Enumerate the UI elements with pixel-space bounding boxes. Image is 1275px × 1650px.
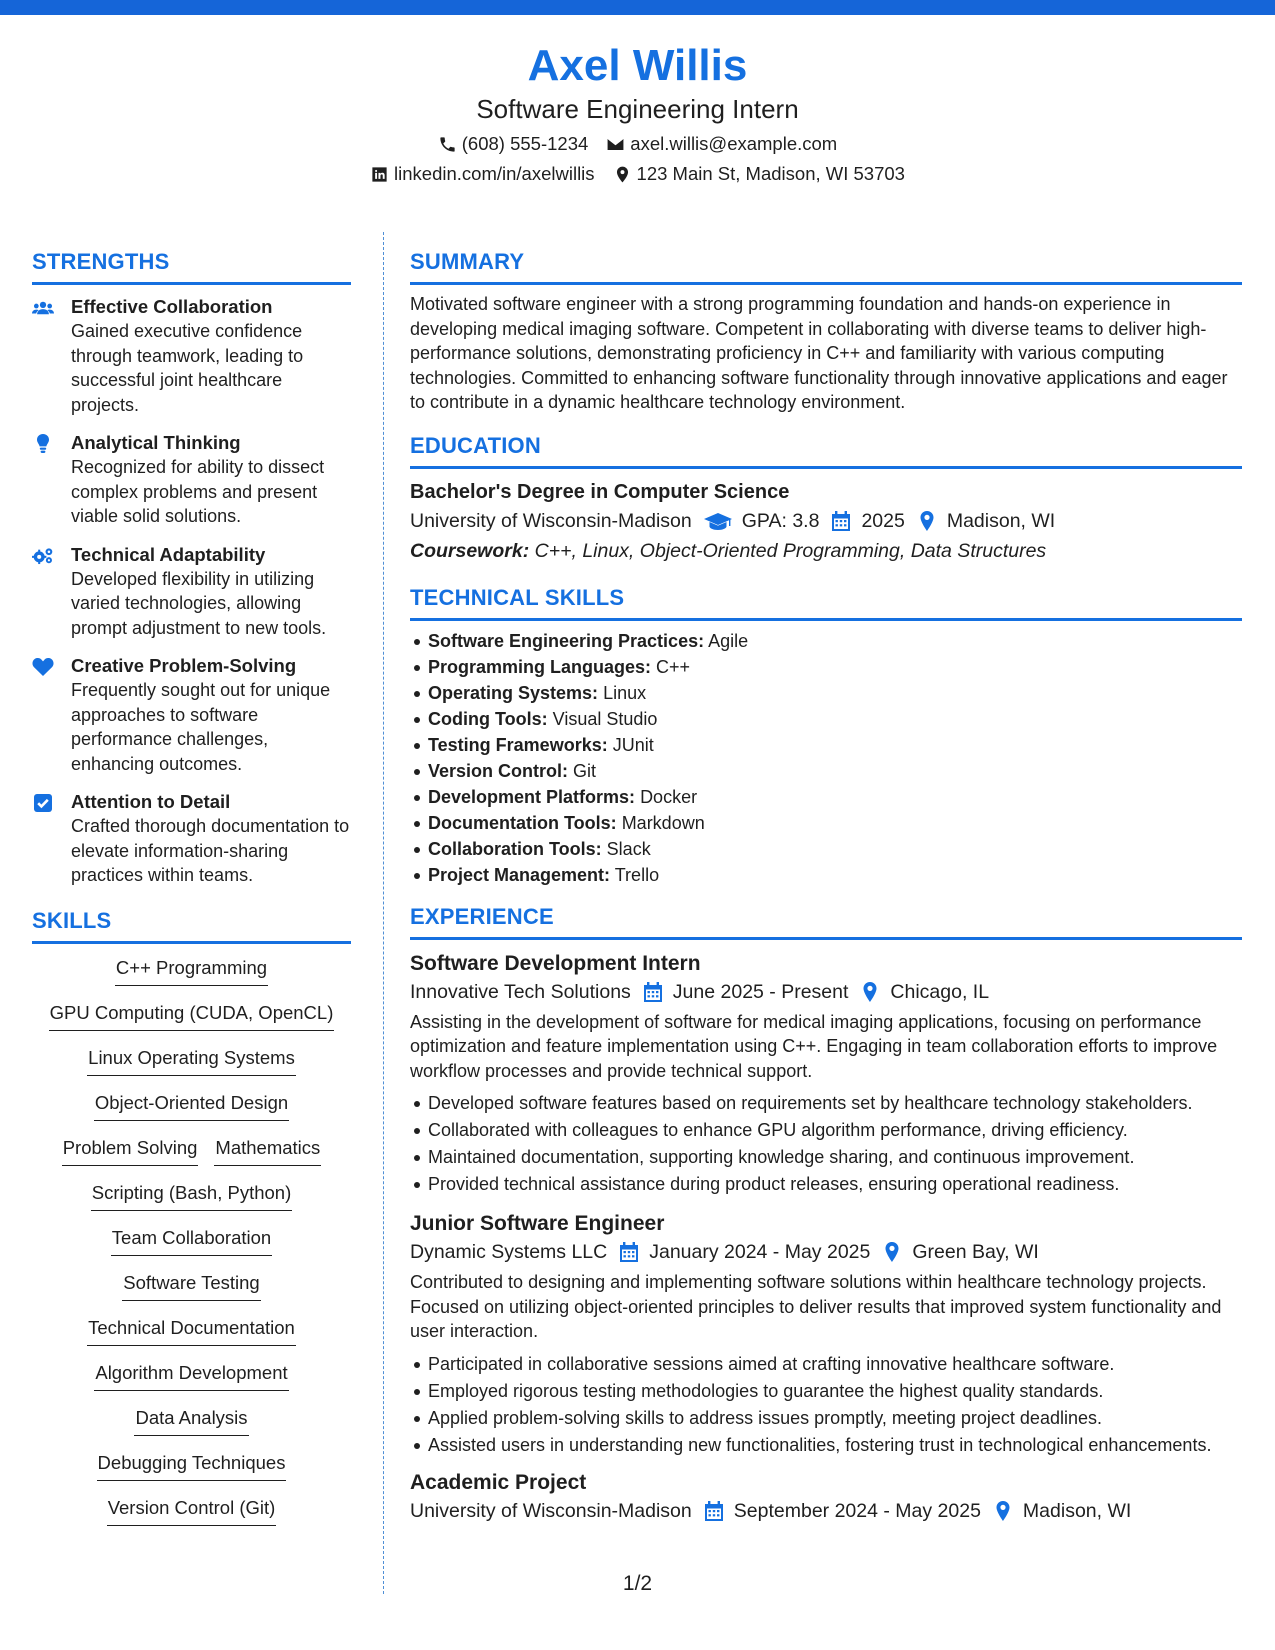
job-dates: January 2024 - May 2025	[649, 1241, 871, 1263]
job-location: Chicago, IL	[890, 980, 990, 1003]
gears-icon	[32, 546, 54, 566]
job-bullet: Applied problem-solving skills to address issues promptly, meeting project deadlines.	[410, 1405, 1242, 1432]
linkedin-text: linkedin.com/in/axelwillis	[394, 163, 595, 184]
skill-tag: Data Analysis	[134, 1406, 248, 1436]
company-name: Dynamic Systems LLC	[410, 1241, 608, 1263]
skill-tag: GPU Computing (CUDA, OpenCL)	[49, 1001, 335, 1031]
strength-title: Effective Collaboration	[71, 296, 273, 317]
lightbulb-icon	[32, 434, 54, 454]
calendar-icon	[831, 511, 851, 531]
skill-tag: Debugging Techniques	[97, 1451, 287, 1481]
resume-header	[0, 38, 1275, 187]
candidate-name: Axel Willis	[527, 41, 748, 90]
experience-heading: EXPERIENCE	[410, 902, 1242, 940]
contact-row-1	[0, 131, 1275, 157]
phone-text: (608) 555-1234	[461, 133, 589, 154]
tech-skill-item: Coding Tools: Visual Studio	[410, 706, 1242, 732]
job-meta	[410, 977, 1242, 1007]
job-title: Junior Software Engineer	[410, 1212, 665, 1235]
skills-heading: SKILLS	[32, 906, 351, 944]
column-divider	[383, 232, 384, 1594]
tech-skill-item: Programming Languages: C++	[410, 654, 1242, 680]
map-pin-icon	[917, 511, 937, 531]
job-bullet: Employed rigorous testing methodologies to guarantee the highest quality standards.	[410, 1378, 1242, 1405]
job-title: Academic Project	[410, 1471, 587, 1494]
page-number: 1/2	[622, 1572, 653, 1595]
degree-title: Bachelor's Degree in Computer Science	[410, 480, 790, 503]
gpa-text: GPA: 3.8	[741, 509, 820, 532]
skills-list	[32, 956, 351, 1541]
strength-desc: Recognized for ability to dissect complex problems and present viable solid solutions.	[71, 457, 325, 526]
strength-title: Analytical Thinking	[71, 432, 241, 453]
company-name: Innovative Tech Solutions	[410, 980, 631, 1003]
strength-title: Attention to Detail	[71, 791, 231, 812]
contact-phone[interactable]	[438, 131, 589, 157]
job-title: Software Development Intern	[410, 951, 701, 975]
envelope-icon	[606, 135, 625, 154]
contact-email[interactable]	[606, 131, 837, 157]
contact-linkedin[interactable]	[370, 161, 595, 187]
calendar-icon	[643, 982, 663, 1002]
job-bullet: Assisted users in understanding new functionalities, fostering trust in technological enhancements.	[410, 1432, 1242, 1458]
job-entry	[410, 1469, 1242, 1526]
phone-icon	[438, 135, 457, 154]
skill-tag: Mathematics	[214, 1136, 321, 1166]
strength-title: Creative Problem-Solving	[71, 655, 297, 676]
top-accent-bar	[0, 0, 1275, 15]
strength-item	[32, 431, 351, 529]
skill-tag: Team Collaboration	[111, 1226, 272, 1256]
skill-tag: Version Control (Git)	[107, 1496, 277, 1526]
job-meta	[410, 1237, 1242, 1267]
calendar-icon	[704, 1501, 724, 1521]
job-description: Assisting in the development of software for medical imaging applications, focusing on performance optimization and feature implementation using C++. Engaging in team collaboration efforts to improve workflow processes and provide technical support.	[410, 1011, 1218, 1081]
left-column	[32, 247, 351, 1541]
coursework-list: C++, Linux, Object-Oriented Programming, Data Structures	[534, 539, 1047, 562]
strength-item	[32, 654, 351, 776]
contact-address	[613, 161, 905, 187]
map-pin-icon	[882, 1242, 902, 1262]
skill-tag: Software Testing	[122, 1271, 260, 1301]
skill-tag: Object-Oriented Design	[94, 1091, 289, 1121]
skill-tag: C++ Programming	[115, 956, 268, 986]
tech-skill-item: Testing Frameworks: JUnit	[410, 732, 1242, 758]
job-meta	[410, 1496, 1242, 1526]
education-heading: EDUCATION	[410, 431, 1242, 469]
technical-skills-heading: TECHNICAL SKILLS	[410, 583, 1242, 621]
skill-tag: Linux Operating Systems	[87, 1046, 296, 1076]
skill-tag: Algorithm Development	[94, 1361, 288, 1391]
address-text: 123 Main St, Madison, WI 53703	[636, 163, 905, 184]
job-bullets	[410, 1090, 1242, 1198]
coursework-line	[410, 536, 1242, 566]
job-bullet: Maintained documentation, supporting knowledge sharing, and continuous improvement.	[410, 1144, 1242, 1171]
map-pin-icon	[993, 1501, 1013, 1521]
job-entry	[410, 950, 1242, 1199]
education-location: Madison, WI	[946, 509, 1056, 532]
strengths-list	[32, 295, 351, 888]
map-pin-icon	[860, 982, 880, 1002]
job-dates: June 2025 - Present	[672, 980, 849, 1003]
tech-skill-item: Project Management: Trello	[410, 862, 1242, 888]
job-location: Madison, WI	[1022, 1500, 1132, 1522]
graduation-year: 2025	[861, 509, 905, 532]
tech-skill-item: Documentation Tools: Markdown	[410, 810, 1242, 836]
job-description: Contributed to designing and implementing software solutions within healthcare technology projects. Focused on utilizing object-oriented principles to deliver results that improved system functionality and user interaction.	[410, 1272, 1222, 1341]
strength-item	[32, 295, 351, 417]
skill-tag: Scripting (Bash, Python)	[91, 1181, 292, 1211]
skill-tag: Technical Documentation	[87, 1316, 296, 1346]
contact-row-2	[0, 161, 1275, 187]
strength-desc: Gained executive confidence through teamwork, leading to successful joint healthcare projects.	[71, 321, 304, 415]
school-name: University of Wisconsin-Madison	[410, 509, 692, 532]
tech-skill-item: Version Control: Git	[410, 758, 1242, 784]
calendar-icon	[619, 1242, 639, 1262]
education-meta	[410, 506, 1242, 536]
tech-skill-item: Collaboration Tools: Slack	[410, 836, 1242, 862]
summary-heading: SUMMARY	[410, 247, 1242, 285]
job-bullet: Participated in collaborative sessions aimed at crafting innovative healthcare software.	[410, 1351, 1242, 1378]
strength-desc: Crafted thorough documentation to elevate information-sharing practices within teams.	[71, 816, 350, 885]
job-location: Green Bay, WI	[912, 1241, 1039, 1263]
strength-item	[32, 790, 351, 888]
coursework-label: Coursework:	[410, 539, 530, 562]
map-pin-icon	[613, 165, 632, 184]
tech-skill-item: Operating Systems: Linux	[410, 680, 1242, 706]
strength-title: Technical Adaptability	[71, 543, 266, 565]
graduation-cap-icon	[704, 511, 732, 531]
strength-desc: Frequently sought out for unique approaches to software performance challenges, enhancing outcomes.	[71, 680, 331, 774]
strength-desc: Developed flexibility in utilizing varied technologies, allowing prompt adjustment to new tools.	[71, 568, 327, 638]
tech-skill-item: Software Engineering Practices: Agile	[410, 628, 1242, 654]
heart-icon	[32, 657, 54, 677]
candidate-title: Software Engineering Intern	[476, 94, 799, 124]
email-text: axel.willis@example.com	[630, 133, 838, 154]
tech-skill-item: Development Platforms: Docker	[410, 784, 1242, 810]
users-icon	[32, 298, 54, 318]
job-bullet: Collaborated with colleagues to enhance GPU algorithm performance, driving efficiency.	[410, 1117, 1242, 1144]
technical-skills-list	[410, 628, 1242, 888]
job-bullet: Provided technical assistance during product releases, ensuring operational readiness.	[410, 1171, 1242, 1198]
checkbox-icon	[32, 793, 54, 813]
summary-text: Motivated software engineer with a strong programming foundation and hands-on experience in developing medical imaging software. Competent in collaborating with diverse teams to deliver high-performance solutions, demonstrating proficiency in C++ and familiarity with various computing technologies. Committed to enhancing software functionality through innovative applications and eager to contribute in a dynamic healthcare technology environment.	[410, 294, 1228, 412]
linkedin-icon	[370, 165, 389, 184]
job-entry	[410, 1210, 1242, 1457]
job-dates: September 2024 - May 2025	[733, 1500, 981, 1522]
job-bullets	[410, 1351, 1242, 1458]
strengths-heading: STRENGTHS	[32, 247, 351, 285]
skill-tag: Problem Solving	[62, 1136, 199, 1166]
strength-item	[32, 543, 351, 641]
job-bullet: Developed software features based on requirements set by healthcare technology stakeholders.	[410, 1090, 1242, 1117]
company-name: University of Wisconsin-Madison	[410, 1500, 692, 1522]
right-column	[410, 247, 1242, 1526]
